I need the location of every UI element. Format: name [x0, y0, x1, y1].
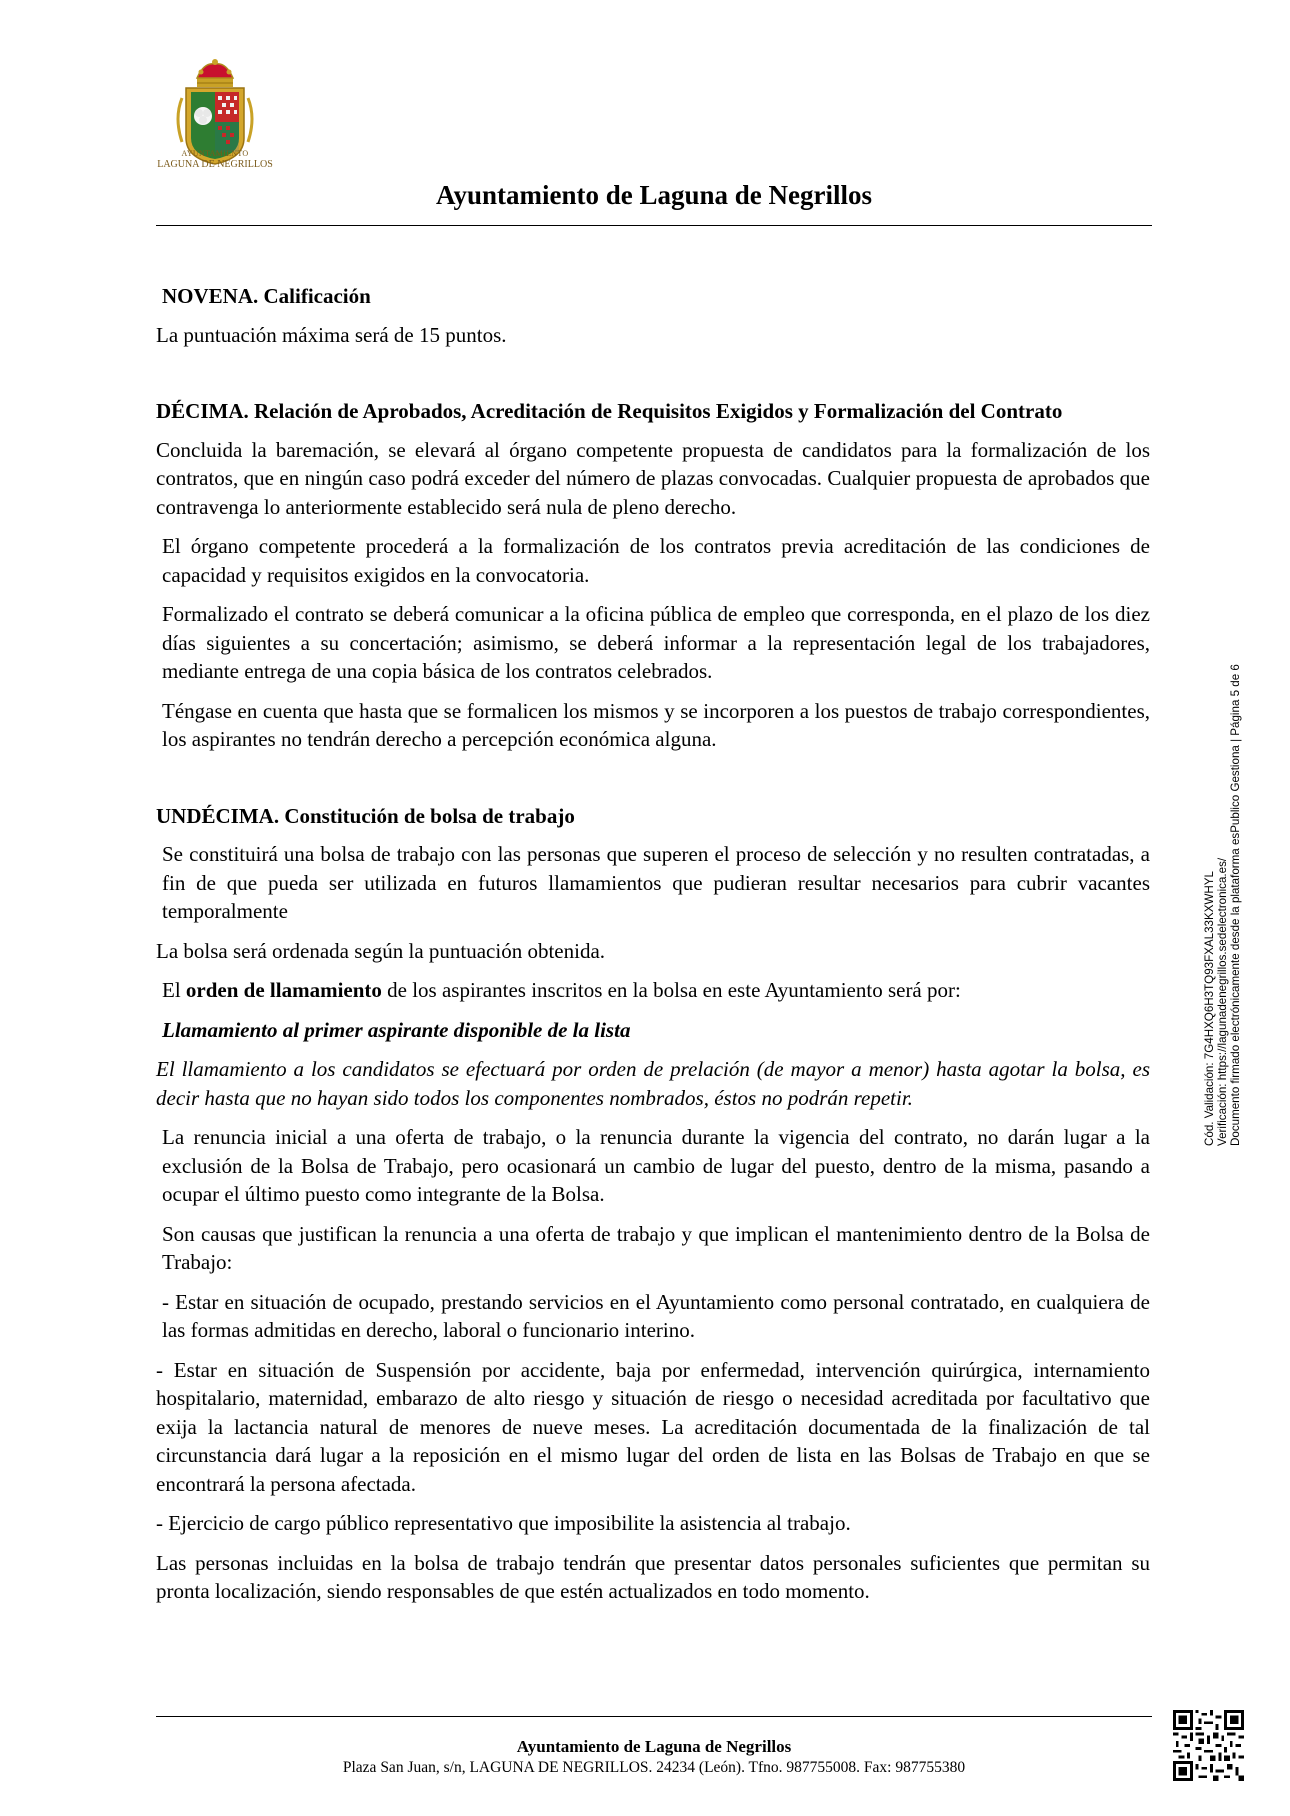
validation-code: Cód. Validación: 7G4HXQ6H3TQ93FXAL33KXWHYL	[1203, 871, 1216, 1146]
italic-paragraph: El llamamiento a los candidatos se efectuará por orden de prelación (de mayor a menor) hasta agotar la bolsa, es decir hasta que no hayan sido todos los componentes nombrados, éstos no podrán repetir.	[156, 1057, 1150, 1110]
paragraph: La puntuación máxima será de 15 puntos.	[156, 322, 507, 347]
footer-divider	[156, 1716, 1152, 1717]
paragraph: Son causas que justifican la renuncia a una oferta de trabajo y que implican el mantenimiento dentro de la Bolsa de Trabajo:	[162, 1221, 1150, 1274]
paragraph: Téngase en cuenta que hasta que se formalicen los mismos y se incorporen a los puestos de trabajo correspondientes, los aspirantes no tendrán derecho a percepción económica alguna.	[162, 698, 1150, 751]
list-item: - Estar en situación de ocupado, prestando servicios en el Ayuntamiento como personal contratado, en cualquiera de las formas admitidas en derecho, laboral o funcionario interino.	[162, 1289, 1150, 1342]
paragraph: Se constituirá una bolsa de trabajo con las personas que superen el proceso de selección y no resulten contratadas, a fin de que pueda ser utilizada en futuros llamamientos que pudieran resultar necesarios para cubrir vacantes temporalmente	[162, 842, 1150, 923]
logo-line-2: LAGUNA DE NEGRILLOS	[157, 158, 273, 170]
section-title-novena: NOVENA. Calificación	[162, 284, 371, 308]
logo-line-1: AYUNTAMIENTO	[181, 149, 249, 158]
paragraph: Concluida la baremación, se elevará al órgano competente propuesta de candidatos para la formalización de los contratos, que en ningún caso podrá exceder del número de plazas convocadas. Cualquier propuesta de aprobados que contravenga lo anteriormente establecido será nula de pleno derecho.	[156, 437, 1150, 519]
section-title-undecima: UNDÉCIMA. Constitución de bolsa de trabajo	[156, 803, 575, 828]
page-title: Ayuntamiento de Laguna de Negrillos	[435, 180, 873, 210]
bold-text-run: orden de llamamiento	[185, 978, 382, 1002]
text-run: de los aspirantes inscritos en la bolsa en este Ayuntamiento será por:	[381, 978, 961, 1002]
signature-note: Documento firmado electrónicamente desde la plataforma esPublico Gestiona | Página 5 de 6	[1229, 664, 1243, 1146]
footer-title: Ayuntamiento de Laguna de Negrillos	[516, 1737, 792, 1756]
paragraph: El órgano competente procederá a la formalización de los contratos previa acreditación de las condiciones de capacidad y requisitos exigidos en la convocatoria.	[162, 534, 1150, 587]
paragraph: La bolsa será ordenada según la puntuación obtenida.	[156, 938, 606, 963]
paragraph: Formalizado el contrato se deberá comunicar a la oficina pública de empleo que corresponda, en el plazo de los diez días siguientes a su concertación; asimismo, se deberá informar a la representación legal de los trabajadores, mediante entrega de una copia básica de los contratos celebrados.	[162, 602, 1150, 683]
header-divider	[156, 225, 1152, 226]
text-run: El	[162, 978, 186, 1002]
crown-icon	[197, 59, 233, 87]
footer-address: Plaza San Juan, s/n, LAGUNA DE NEGRILLOS. 24234 (León). Tfno. 987755008. Fax: 987755380	[342, 1759, 966, 1776]
list-item: - Estar en situación de Suspensión por accidente, baja por enfermedad, intervención quirúrgica, internamiento hospitalario, maternidad, embarazo de alto riesgo y situación de riesgo o necesidad acreditada por facultativo que exija la lactancia natural de menores de nueve meses. La acreditación documentada de la finalización de tal circunstancia dará lugar a la reposición en el mismo lugar del orden de lista en las Bolsas de Trabajo en que se encontrará la persona afectada.	[156, 1357, 1150, 1496]
spacer	[156, 765, 1150, 802]
qr-code-icon	[1173, 1710, 1244, 1781]
paragraph: Las personas incluidas en la bolsa de trabajo tendrán que presentar datos personales suficientes que permitan su pronta localización, siendo responsables de que estén actualizados en todo momento.	[156, 1550, 1150, 1603]
verification-url: Verificación: https://lagunadenegrillos.sedelectronica.es/	[1216, 857, 1230, 1146]
subheading: Llamamiento al primer aspirante disponible de la lista	[162, 1017, 631, 1042]
document-body	[156, 282, 1150, 1617]
spacer	[156, 360, 1150, 397]
logo-caption	[140, 150, 290, 170]
section-title-decima: DÉCIMA. Relación de Aprobados, Acreditación de Requisitos Exigidos y Formalización del Contrato	[156, 399, 1063, 423]
paragraph: La renuncia inicial a una oferta de trabajo, o la renuncia durante la vigencia del contrato, no darán lugar a la exclusión de la Bolsa de Trabajo, pero ocasionará un cambio de lugar del puesto, dentro de la misma, pasando a ocupar el último puesto como integrante de la Bolsa.	[162, 1125, 1150, 1206]
paragraph-orden-llamamiento	[156, 976, 1150, 1005]
list-item: - Ejercicio de cargo público representativo que imposibilite la asistencia al trabajo.	[156, 1511, 851, 1535]
